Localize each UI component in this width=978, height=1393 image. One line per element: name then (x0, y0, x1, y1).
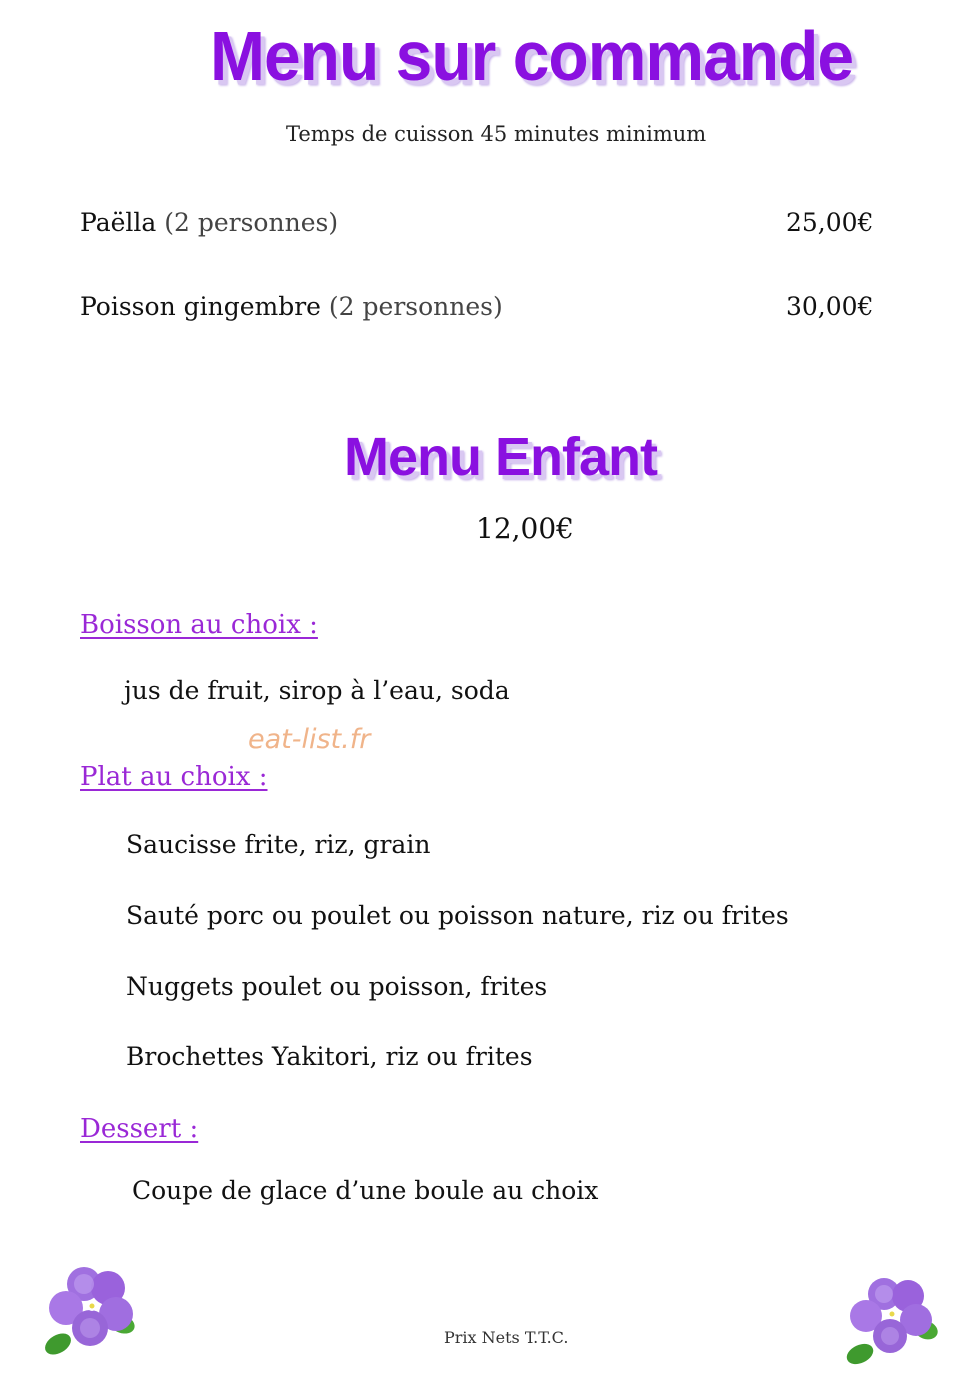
item-name: Paëlla (80, 208, 157, 237)
item-price: 30,00€ (786, 292, 874, 321)
plat-item: Brochettes Yakitori, riz ou frites (126, 1042, 533, 1071)
plat-item: Nuggets poulet ou poisson, frites (126, 972, 548, 1001)
item-poisson-gingembre (80, 292, 503, 321)
dessert-item: Coupe de glace d’une boule au choix (132, 1176, 599, 1205)
watermark: eat-list.fr (248, 724, 371, 755)
boisson-heading: Boisson au choix : (80, 610, 318, 640)
item-name: Poisson gingembre (80, 292, 321, 321)
violet-flower-icon (840, 1270, 940, 1370)
item-price: 25,00€ (786, 208, 874, 237)
menu-commande-title: Menu sur commande (210, 17, 854, 95)
item-note: (2 personnes) (164, 208, 339, 237)
cooking-time-note: Temps de cuisson 45 minutes minimum (286, 122, 707, 146)
violet-flower-icon (38, 1262, 138, 1362)
plat-heading: Plat au choix : (80, 762, 268, 792)
plat-item: Saucisse frite, riz, grain (126, 830, 431, 859)
footer-price-note: Prix Nets T.T.C. (444, 1328, 569, 1347)
item-note: (2 personnes) (328, 292, 503, 321)
item-paella (80, 208, 338, 237)
menu-enfant-title: Menu Enfant (344, 427, 657, 487)
boisson-item: jus de fruit, sirop à l’eau, soda (124, 676, 510, 705)
plat-item: Sauté porc ou poulet ou poisson nature, riz ou frites (126, 901, 789, 930)
dessert-heading: Dessert : (80, 1114, 199, 1144)
menu-enfant-price: 12,00€ (476, 512, 574, 545)
